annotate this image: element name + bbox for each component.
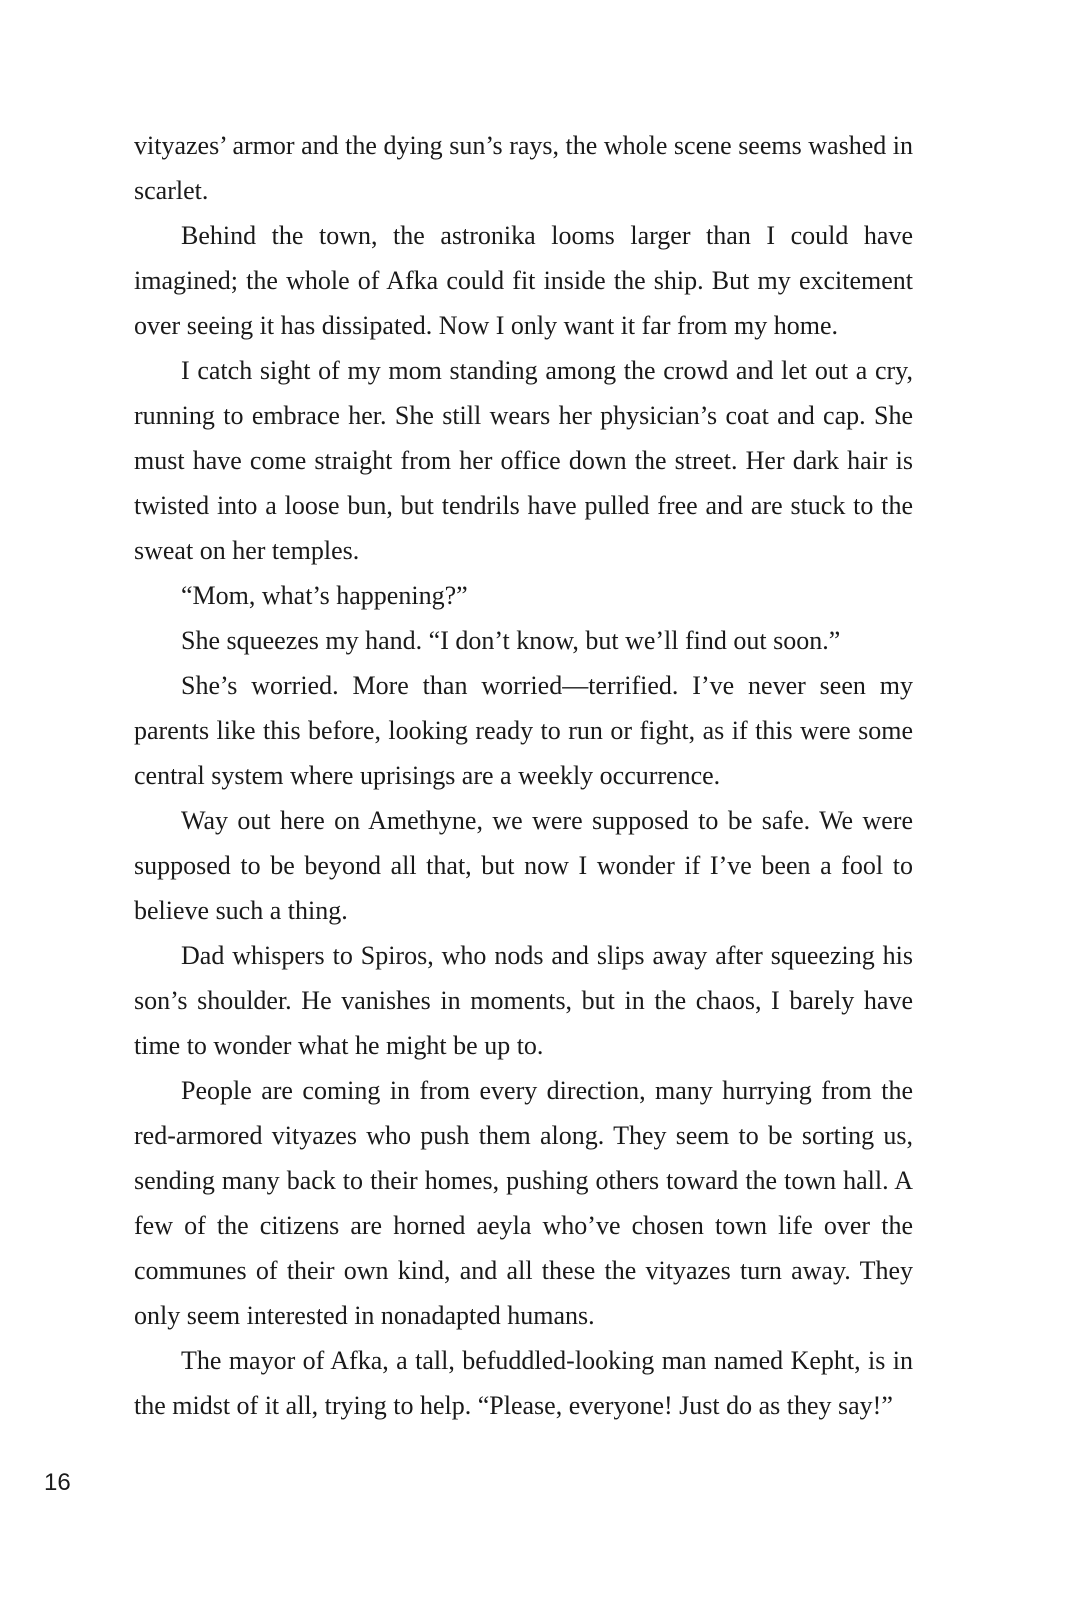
page-number: 16 [44, 1469, 71, 1496]
paragraph-2: Behind the town, the astronika looms larger than I could have imagined; the whole of Afka could fit inside the ship. But my excitement over seeing it has dissipated. Now I only want it far from my home. [134, 221, 913, 340]
paragraph-9: People are coming in from every direction, many hurrying from the red-armored vityazes who push them along. They seem to be sorting us, sending many back to their homes, pushing others toward the town hall. A few of the citizens are horned aeyla who’ve chosen town life over the communes of their own kind, and all these the vityazes turn away. They only seem interested in nonadapted humans. [134, 1076, 913, 1330]
body-text [134, 123, 913, 1428]
paragraph-5: She squeezes my hand. “I don’t know, but we’ll find out soon.” [181, 626, 841, 655]
paragraph-4: “Mom, what’s happening?” [181, 581, 468, 610]
paragraph-10: The mayor of Afka, a tall, befuddled-looking man named Kepht, is in the midst of it all, trying to help. “Please, everyone! Just do as they say!” [134, 1346, 913, 1420]
paragraph-3: I catch sight of my mom standing among the crowd and let out a cry, running to embrace her. She still wears her physician’s coat and cap. She must have come straight from her office down the street. Her dark hair is twisted into a loose bun, but tendrils have pulled free and are stuck to the sweat on her temples. [134, 356, 913, 565]
paragraph-7: Way out here on Amethyne, we were supposed to be safe. We were supposed to be beyond all that, but now I wonder if I’ve been a fool to believe such a thing. [134, 806, 913, 925]
paragraph-1: vityazes’ armor and the dying sun’s rays, the whole scene seems washed in scarlet. [134, 131, 913, 205]
paragraph-8: Dad whispers to Spiros, who nods and slips away after squeezing his son’s shoulder. He vanishes in moments, but in the chaos, I barely have time to wonder what he might be up to. [134, 941, 913, 1060]
paragraph-6: She’s worried. More than worried—terrified. I’ve never seen my parents like this before, looking ready to run or fight, as if this were some central system where uprisings are a weekly occurrence. [134, 671, 913, 790]
